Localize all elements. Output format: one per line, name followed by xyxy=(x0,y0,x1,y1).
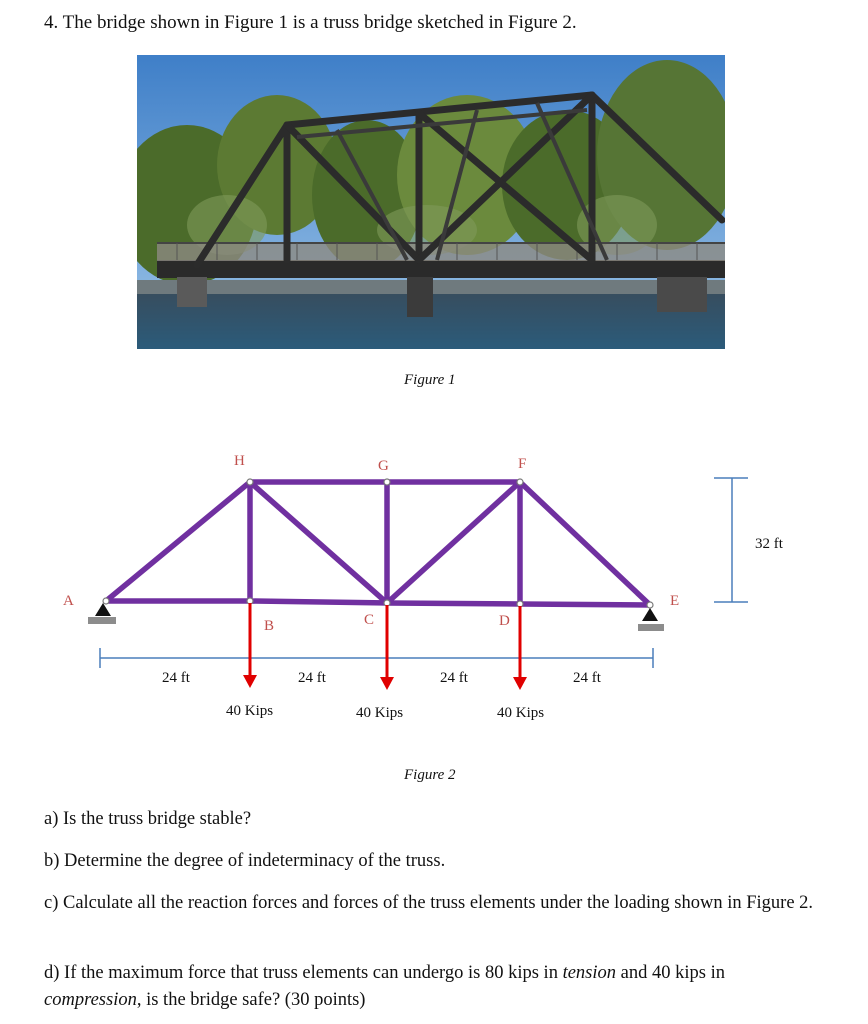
member-FE xyxy=(520,482,650,605)
height-label: 32 ft xyxy=(755,536,783,552)
label-E: E xyxy=(670,593,680,609)
load-arrow-D xyxy=(513,606,527,690)
question-d-tension: tension xyxy=(562,963,617,983)
label-A: A xyxy=(63,593,74,609)
span-label-2: 24 ft xyxy=(298,670,326,686)
load-arrow-C xyxy=(380,605,394,690)
question-a: a) Is the truss bridge stable? xyxy=(44,809,252,829)
span-label-1: 24 ft xyxy=(162,670,190,686)
pin-support-A xyxy=(88,603,116,624)
figure2-caption: Figure 2 xyxy=(404,767,456,783)
node-F xyxy=(517,479,523,485)
label-G: G xyxy=(378,458,389,474)
load-label-C: 40 Kips xyxy=(356,705,404,721)
label-F: F xyxy=(518,456,527,472)
question-b: b) Determine the degree of indeterminacy of the truss. xyxy=(44,851,446,871)
bridge-photo xyxy=(137,55,725,349)
question-d-text-1: d) If the maximum force that truss elements can undergo is 80 kips in xyxy=(44,963,563,983)
node-E xyxy=(647,602,653,608)
question-c: c) Calculate all the reaction forces and forces of the truss elements under the loading shown in Figure 2. xyxy=(44,893,814,913)
node-A xyxy=(103,598,109,604)
question-d-text-3: , is the bridge safe? (30 points) xyxy=(136,990,366,1010)
label-D: D xyxy=(499,613,510,629)
span-dimension xyxy=(100,648,653,668)
load-label-B: 40 Kips xyxy=(226,703,274,719)
member-CD xyxy=(387,603,520,604)
span-label-4: 24 ft xyxy=(573,670,601,686)
truss-bridge-photo-illustration xyxy=(137,55,725,349)
load-label-D: 40 Kips xyxy=(497,705,545,721)
load-arrow-B xyxy=(243,603,257,688)
member-HC xyxy=(250,482,387,603)
height-dimension xyxy=(714,478,748,602)
member-BC xyxy=(250,601,387,603)
question-d xyxy=(44,960,819,1014)
question-d-compression: compression xyxy=(44,990,137,1010)
member-DE xyxy=(520,604,650,605)
label-B: B xyxy=(264,618,275,634)
question-d-text-2: and 40 kips in xyxy=(616,963,725,983)
truss-diagram xyxy=(0,440,868,740)
member-CF xyxy=(387,482,520,603)
roller-support-E xyxy=(638,608,664,631)
question-title: 4. The bridge shown in Figure 1 is a truss bridge sketched in Figure 2. xyxy=(44,12,577,33)
node-G xyxy=(384,479,390,485)
member-AH xyxy=(106,482,250,601)
label-C: C xyxy=(364,612,375,628)
node-H xyxy=(247,479,253,485)
span-label-3: 24 ft xyxy=(440,670,468,686)
figure1-caption: Figure 1 xyxy=(404,372,456,388)
label-H: H xyxy=(234,453,245,469)
